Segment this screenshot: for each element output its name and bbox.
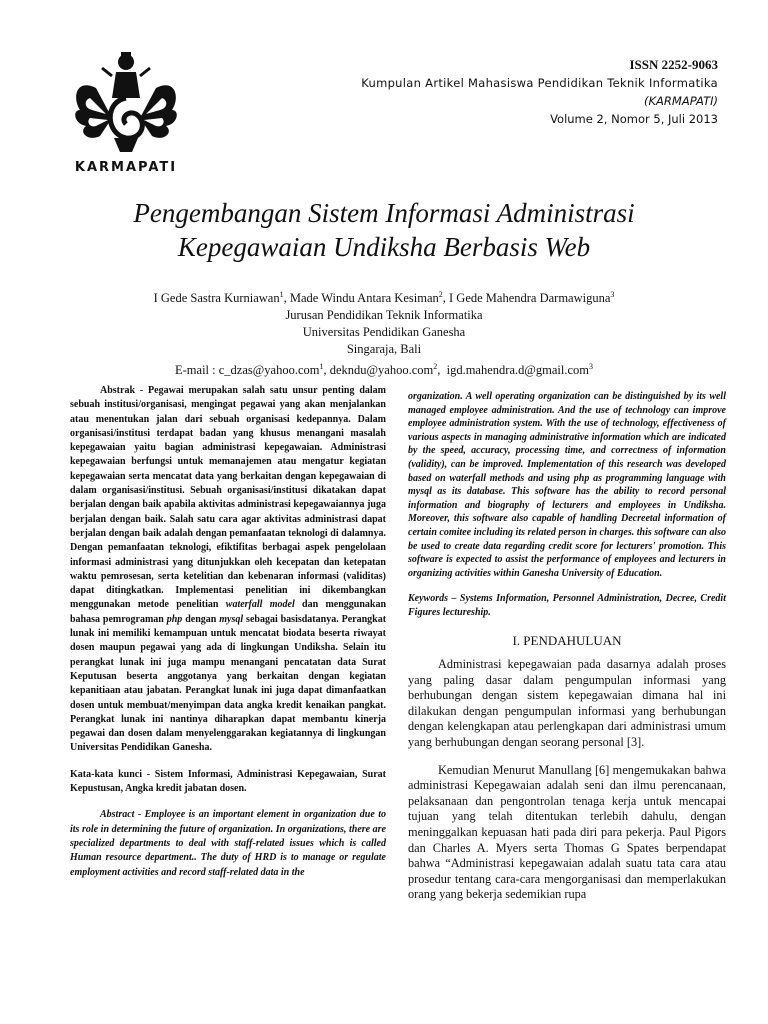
title-line-1: Pengembangan Sistem Informasi Administrasi — [133, 198, 635, 228]
author-2-sup: 2 — [438, 290, 443, 299]
kata-kunci: Kata-kata kunci - Sistem Informasi, Administrasi Kepegawaian, Surat Kepustusan, Angka kredit jabatan dosen. — [70, 768, 386, 795]
abstract-en-left: Abstract - Employee is an important element in organization due to its role in determining the future of organization. In organizations, there are specialized departments to deal with staff-related issues which is called Human resource department.. The duty of HRD is to manage or regulate employment activities and record staff-related data in the — [70, 809, 386, 878]
journal-abbreviation: (KARMAPATI) — [644, 94, 718, 108]
journal-name: Kumpulan Artikel Mahasiswa Pendidikan Teknik Informatika — [361, 76, 718, 90]
left-column — [70, 384, 386, 880]
garuda-logo-icon — [66, 48, 186, 160]
email-label: E-mail : — [175, 363, 219, 378]
email-1-sup: 1 — [319, 362, 324, 372]
email-2-sup: 2 — [433, 362, 438, 372]
abstract-en-right: organization. A well operating organization can be distinguished by its well managed employee administration. And the use of technology can improve employee administration system. With the use of technology, effectiveness of various aspects in managing administrative information which are indicated by the speed, accuracy, processing time, and correctness of information (validity), can be improved. Implementation of this research was developed based on waterfall methods and using php as programming language with mysql as its database. This software has the ability to record personal information and biography of lecturers and employees in Undiksha. Moreover, this software also capable of handling Decreetal information of certain comitee including its related person in charges. this software can also be used to create data regarding credit score for lecturers' promotion. This software is expected to assist the performance of employees and lecturers in organizing activities within Ganesha University of Education. — [408, 391, 726, 579]
author-1-sup: 1 — [279, 290, 284, 299]
affiliation-dept: Jurusan Pendidikan Teknik Informatika — [285, 308, 483, 323]
affiliation-city: Singaraja, Bali — [346, 342, 422, 357]
paper-title — [40, 196, 728, 264]
author-names: I Gede Sastra Kurniawan$^1$, Made Windu Antara Kesiman$^2$, I Gede Mahendra Darmawiguna$^3$ — [153, 290, 615, 306]
intro-paragraph-2: Kemudian Menurut Manullang [6] mengemukakan bahwa administrasi Kepegawaian adalah seni dan ilmu perencanaan, pelaksanaan dan pengontrolan tenaga kerja untuk mencapai tujuan yang telah ditentukan terlebih dahulu, dengan meninggalkan kepuasan hati pada diri para pekerja. Paul Pigors dan Charles A. Myers serta Thomas G Spates berpendapat bahwa “Administrasi kepegawaian adalah suatu tata cara atau prosedur tentang cara-cara mengorganisasi dan memperlakukan orang yang bekerja sedemikian rupa — [408, 762, 726, 902]
abstrak-text-3: dengan — [185, 613, 217, 625]
email-3: igd.mahendra.d@gmail.com — [446, 363, 589, 378]
journal-volume: Volume 2, Nomor 5, Juli 2013 — [550, 112, 718, 126]
affiliation-univ: Universitas Pendidikan Ganesha — [302, 325, 466, 340]
right-column — [408, 390, 726, 903]
email-3-sup: 3 — [589, 362, 593, 372]
abstrak-paragraph — [70, 384, 386, 756]
abstrak-text-1: Abstrak - Pegawai merupakan salah satu unsur penting dalam sebuah institusi/organisasi, mengingat pegawai yang akan menjalankan atau menentukan jalan dari sebuah organisasi kedepannya. Dalam organisasi/institusi terdapat badan yang khusus menangani masalah kepegawaian yaitu bagian administrasi kepegawaian. Administrasi kepegawaian berfungsi untuk memanajemen atau mengatur kegiatan kepegawaian serta mencatat data yang berkaitan dengan kepegawaian di dalam organisasi/institusi. Sebuah organisasi/institusi dikatakan dapat berjalan dengan baik apabila aktivitas administrasi kepegawaiannya juga berjalan dengan baik. Salah satu cara agar aktivitas administrasi dapat berjalan dengan baik adalah dengan pemanfaatan teknologi di dalamnya. Dengan pemanfaatan teknologi, efiktifitas berbagai aspek pengelolaan informasi administrasi yang ditunjukkan oleh kecepatan dan ketepatan waktu pemrosesan, serta ketelitian dan kebenaran informasi (validitas) dapat ditingkatkan. Implementasi penelitian ini dikembangkan menggunakan metode penelitian — [70, 385, 386, 611]
author-emails: E-mail : c_dzas@yahoo.com$^1$, dekndu@yahoo.com$^2$, igd.mahendra.d@gmail.com$^3$ — [175, 362, 593, 378]
abstrak-text-2: dan menggunakan bahasa pemrograman — [70, 599, 387, 625]
author-block — [40, 286, 728, 379]
abstrak-italic-php: php — [166, 613, 183, 625]
author-3: I Gede Mahendra Darmawiguna — [449, 291, 611, 306]
author-3-sup: 3 — [610, 290, 615, 299]
journal-logo — [66, 48, 186, 180]
journal-header — [361, 56, 718, 128]
email-2: dekndu@yahoo.com — [329, 363, 434, 378]
abstrak-italic-waterfall: waterfall model — [225, 599, 295, 611]
title-line-2: Kepegawaian Undiksha Berbasis Web — [177, 232, 591, 262]
logo-text: KARMAPATI — [74, 160, 178, 175]
section-heading: I. PENDAHULUAN — [512, 632, 622, 648]
issn: ISSN 2252-9063 — [629, 57, 718, 72]
intro-paragraph-1: Administrasi kepegawaian pada dasarnya adalah proses yang paling dasar dalam pengumpulan informasi yang berhubungan dengan sistem kepegawaian dimana hal ini dilakukan dengan pengumpulan informasi yang berhubungan dengan kelengkapan atau perlengkapan dari administrasi umum yang berhubungan dengan seorang personal [3]. — [408, 657, 726, 750]
email-1: c_dzas@yahoo.com — [218, 363, 320, 378]
keywords-en: Keywords – Systems Information, Personnel Administration, Decree, Credit Figures lectureship. — [408, 593, 726, 618]
author-2: Made Windu Antara Kesiman — [289, 291, 439, 306]
abstrak-italic-mysql: mysql — [219, 613, 244, 625]
abstrak-text-4: sebagai basisdatanya. Perangkat lunak ini memiliki kemampuan untuk mencatat biodata beserta riwayat dosen maupun pegawai yang ada di lingkungan Undiksha. Selain itu perangkat lunak ini juga mampu menangani pencatatan data Surat Keputusan beserta anggotanya yang berkaitan dengan kegiatan kepanitiaan atau jabatan. Perangkat lunak ini juga dapat dimanfaatkan dosen untuk membuat/menyimpan data angka kredit kenaikan pangkat. Perangkat lunak ini nantinya diharapkan dapat membantu kinerja pegawai dan dosen dalam menyelenggarakan kegiatannya di lingkungan Universitas Pendidikan Ganesha. — [70, 613, 387, 754]
author-1: I Gede Sastra Kurniawan — [153, 291, 280, 306]
